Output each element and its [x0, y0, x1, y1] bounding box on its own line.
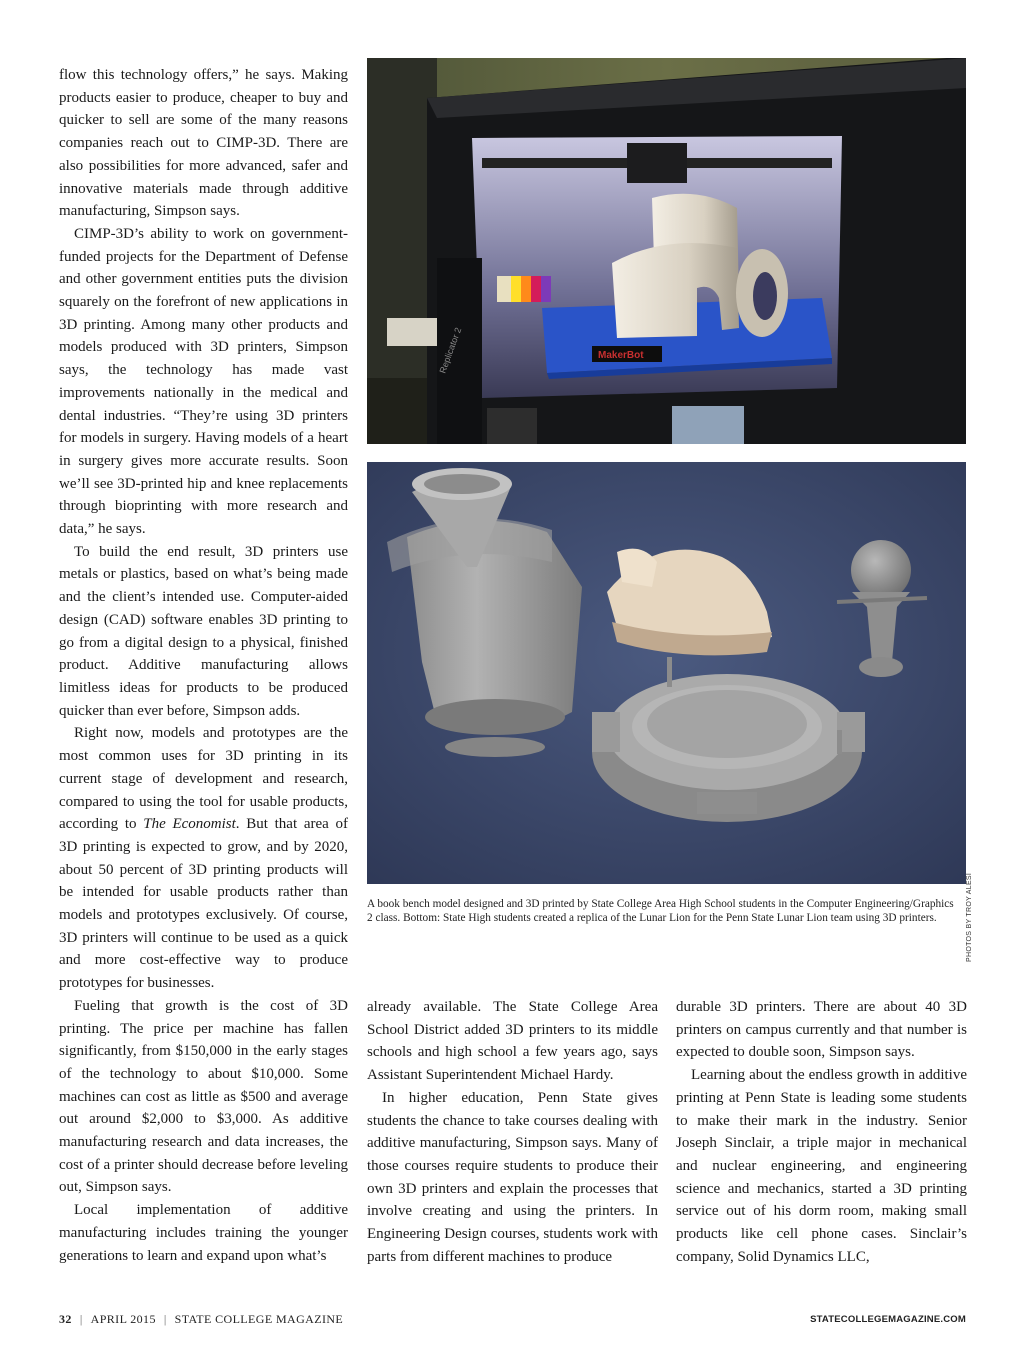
paragraph: already available. The State College Area School District added 3D printers to its middle schools and high school a few years ago, says Assistant Superintendent Michael Hardy. [367, 999, 658, 1084]
paragraph: To build the end result, 3D printers use metals or plastics, based on what’s being made and the client’s intended use. Computer-aided design (CAD) software enables 3D printing to go from a digital design to a physical, finished product. Additive manufacturing allows limitless ideas for products to be produced quicker than ever before, Simpson adds. [59, 543, 348, 719]
paragraph [59, 722, 348, 994]
paragraph: flow this technology offers,” he says. Making products easier to produce, cheaper to buy and quicker to sell are some of the many reasons companies reach out to CIMP-3D. There are also possibilities for more advanced, safer and innovative materials made through additive manufacturing, Simpson says. [59, 67, 348, 220]
paragraph: Local implementation of additive manufacturing includes training the younger generations to learn and expand upon what’s [59, 1202, 348, 1264]
paragraph: Fueling that growth is the cost of 3D printing. The price per machine has fallen significantly, from $150,000 in the early stages of the technology to about $10,000. Some machines can cost as little as $500 and average out around $2,000 to $3,000. As additive manufacturing research and data increases, the cost of a printer should decrease before leveling out, Simpson says. [59, 997, 348, 1196]
article-column-1 [59, 64, 348, 1267]
paragraph: durable 3D printers. There are about 40 3D printers on campus currently and that number is expected to double soon, Simpson says. [676, 999, 967, 1061]
article-column-3 [676, 996, 967, 1268]
publication-title: The Economist [143, 816, 236, 833]
photo-printed-models [367, 462, 966, 884]
photo-credit [966, 872, 980, 974]
paragraph: In higher education, Penn State gives students the chance to take courses dealing with additive manufacturing, Simpson says. Many of those courses require students to produce their own 3D printers and explain the processes that involve creating and using the printers. In Engineering Design courses, students work with parts from different machines to produce [367, 1089, 658, 1265]
article-column-2 [367, 996, 658, 1268]
photo-caption: A book bench model designed and 3D printed by State College Area High School students in the Computer Engineering/Graphics 2 class. Bottom: State High students created a replica of the Lunar Lion for the Penn State Lunar Lion team using 3D printers. [367, 898, 954, 924]
paragraph-text: Right now, models and prototypes are the most common uses for 3D printing in its current stage of development and research, compared to using the tool for usable products, according to [59, 725, 348, 833]
website-url: STATECOLLEGEMAGAZINE.COM [810, 1314, 966, 1325]
footer-divider: | [163, 1312, 167, 1326]
issue-date: APRIL 2015 [90, 1312, 156, 1326]
page-footer-left [59, 1312, 343, 1327]
printer-brand-label: MakerBot [598, 350, 644, 361]
printer-model-label: Replicator 2 [437, 326, 464, 375]
page-number: 32 [59, 1312, 72, 1326]
photo-credit-text: PHOTOS BY TROY ALESI [966, 872, 973, 962]
footer-divider: | [79, 1312, 83, 1326]
photo-3d-printer [367, 58, 966, 444]
paragraph-text: . But that area of 3D printing is expected to grow, and by 2020, about 50 percent of 3D printing products will be intended for usable products rather than models and prototypes exclusively. Of course, 3D printers will continue to be used as a quick and more cost-effective way to produce prototypes for businesses. [59, 816, 348, 992]
publication-name: STATE COLLEGE MAGAZINE [174, 1312, 344, 1326]
paragraph: CIMP-3D’s ability to work on government-funded projects for the Department of Defense and other government entities puts the division squarely on the forefront of new applications in 3D printing. Among many other products and models produced with 3D printers, Simpson says, the technology has made vast improvements nationally in the medical and dental industries. “They’re using 3D printers for models in surgery. Having models of a heart in surgery gives more accurate results. Soon we’ll see 3D-printed hip and knee replacements through bioprinting with more research and data,” he says. [59, 225, 348, 538]
paragraph: Learning about the endless growth in additive printing at Penn State is leading some students to make their mark in the industry. Senior Joseph Sinclair, a triple major in mechanical and nuclear engineering, and engineering science and mechanics, started a 3D printing service out of his dorm room, making small products like cell phone cases. Sinclair’s company, Solid Dynamics LLC, [676, 1067, 967, 1265]
